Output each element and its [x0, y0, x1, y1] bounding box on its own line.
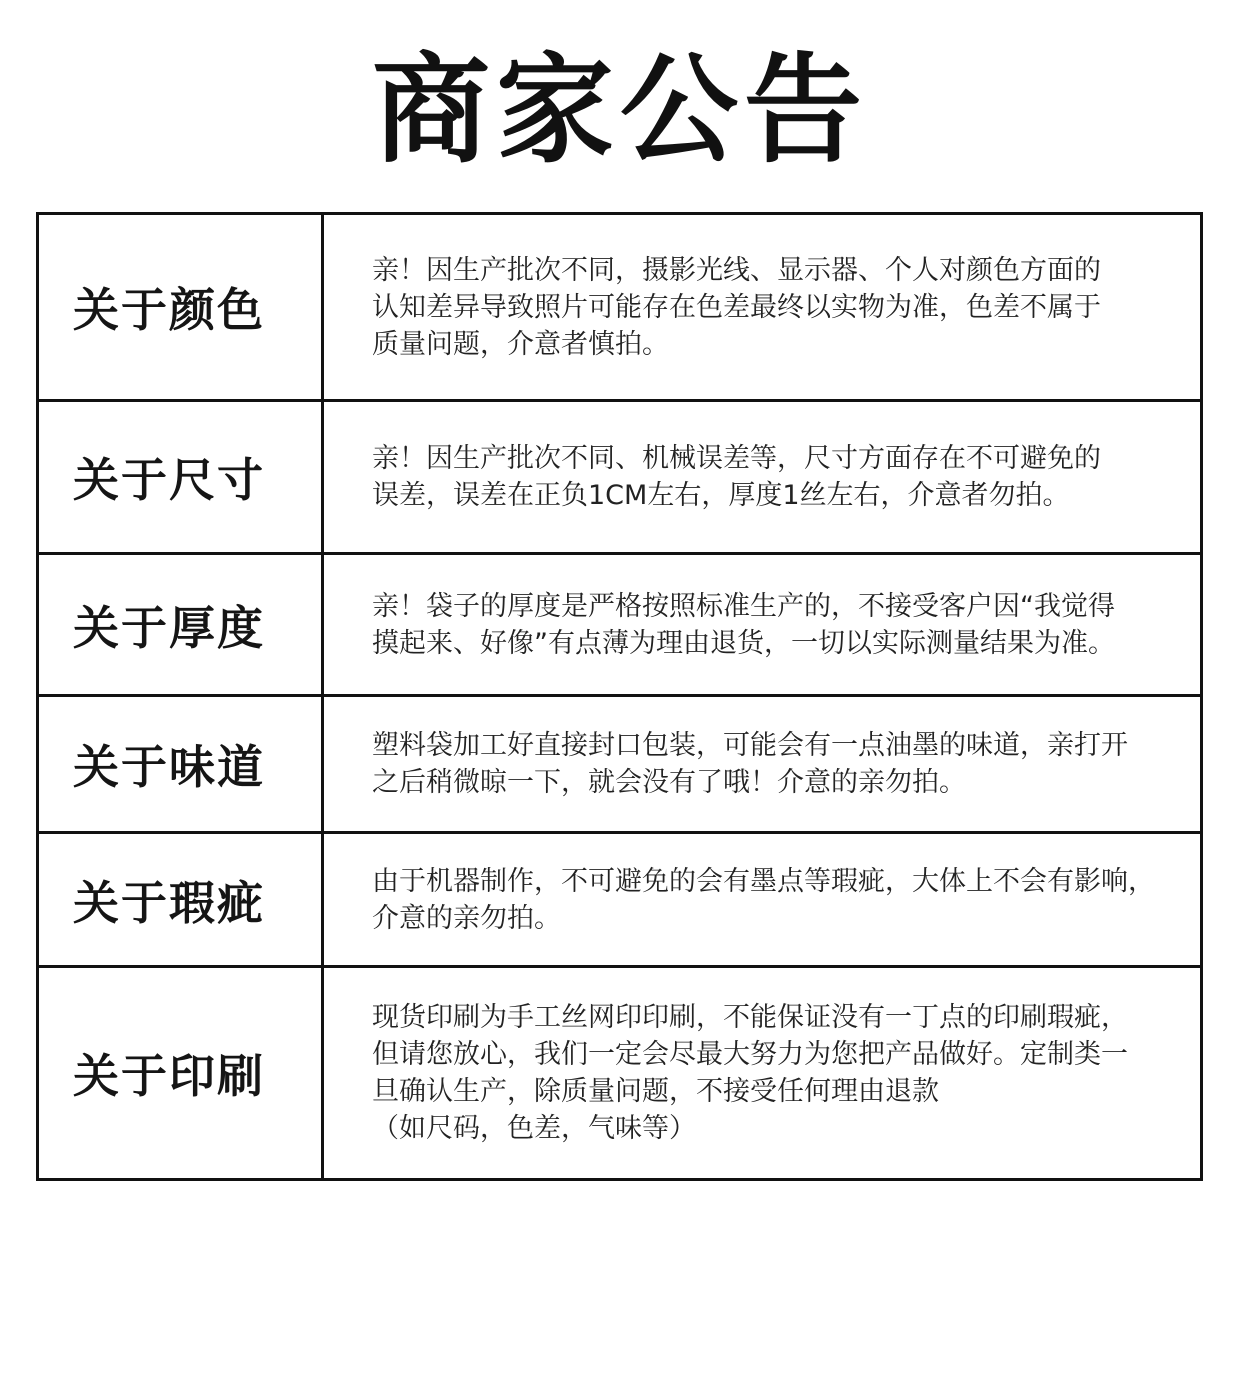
notice-text: 亲！因生产批次不同、机械误差等，尺寸方面存在不可避免的 误差，误差在正负1CM左右，厚度1丝左右，介意者勿拍。: [323, 401, 1202, 554]
notice-text: 亲！因生产批次不同，摄影光线、显示器、个人对颜色方面的 认知差异导致照片可能存在色差最终以实物为准，色差不属于 质量问题，介意者慎拍。: [323, 214, 1202, 401]
notice-row-color: [38, 214, 1202, 401]
notice-label: 关于尺寸: [38, 401, 323, 554]
page-title: 商家公告: [371, 41, 868, 179]
notice-text: 亲！袋子的厚度是严格按照标准生产的，不接受客户因“我觉得 摸起来、好像”有点薄为理由退货，一切以实际测量结果为准。: [323, 554, 1202, 696]
notice-text: 现货印刷为手工丝网印印刷，不能保证没有一丁点的印刷瑕疵， 但请您放心，我们一定会尽最大努力为您把产品做好。定制类一 旦确认生产，除质量问题，不接受任何理由退款 （如尺码，色差，气味等）: [323, 967, 1202, 1180]
notice-row-printing: [38, 967, 1202, 1180]
notice-row-defects: [38, 833, 1202, 967]
notice-label: 关于厚度: [38, 554, 323, 696]
notice-label: 关于颜色: [38, 214, 323, 401]
notice-row-smell: [38, 696, 1202, 833]
notice-label: 关于味道: [38, 696, 323, 833]
notice-label: 关于印刷: [38, 967, 323, 1180]
notice-table: [36, 212, 1203, 1181]
notice-label: 关于瑕疵: [38, 833, 323, 967]
notice-row-size: [38, 401, 1202, 554]
notice-text: 由于机器制作，不可避免的会有墨点等瑕疵，大体上不会有影响， 介意的亲勿拍。: [323, 833, 1202, 967]
notice-row-thickness: [38, 554, 1202, 696]
notice-text: 塑料袋加工好直接封口包装，可能会有一点油墨的味道，亲打开 之后稍微晾一下，就会没有了哦！介意的亲勿拍。: [323, 696, 1202, 833]
